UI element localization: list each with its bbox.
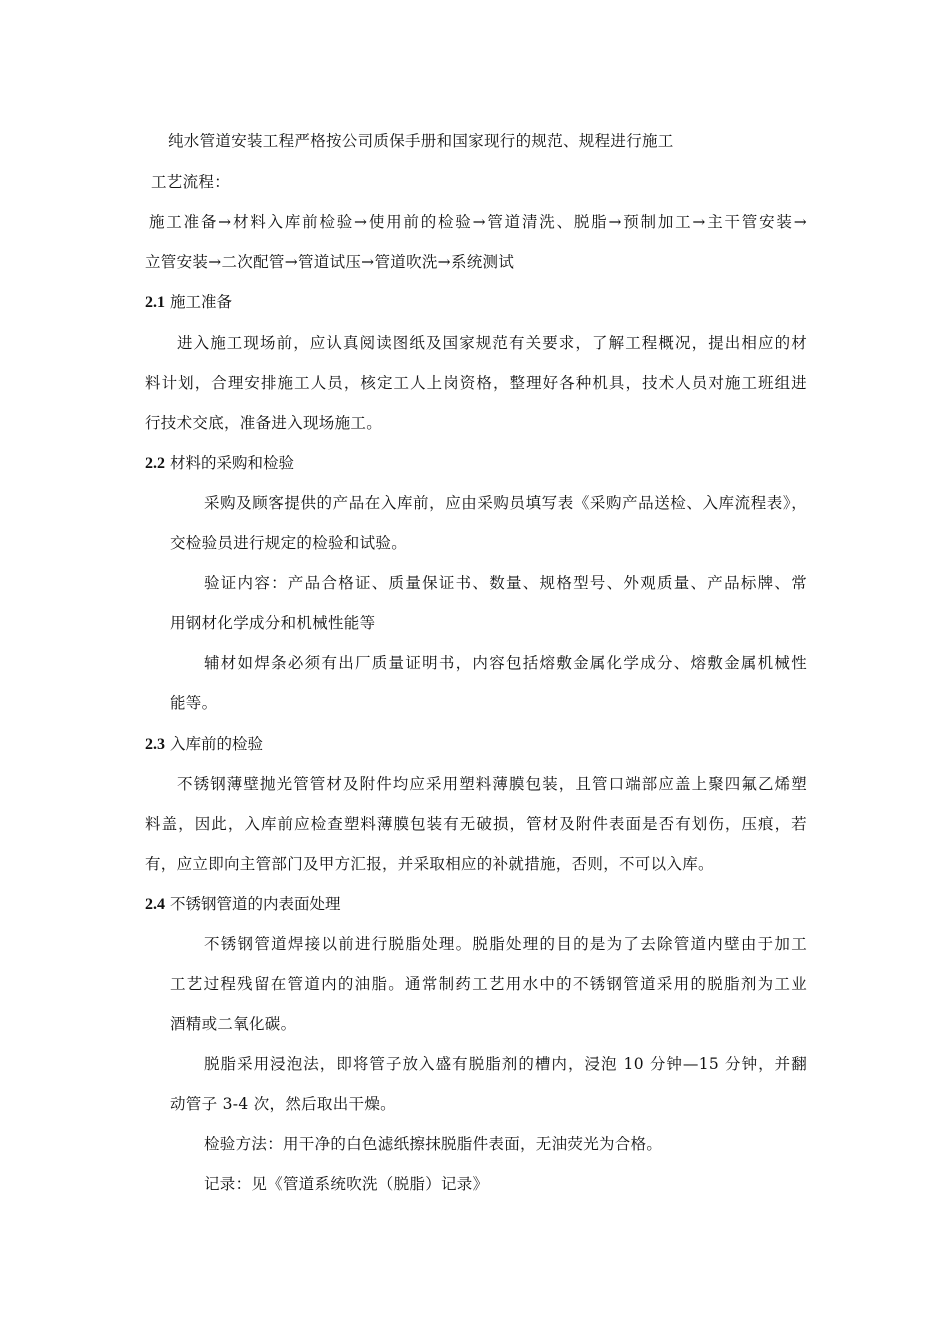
intro-statement: 纯水管道安装工程严格按公司质保手册和国家现行的规范、规程进行施工 xyxy=(168,132,674,150)
section-heading-2-1 xyxy=(145,292,232,313)
paragraph-line: 交检验员进行规定的检验和试验。 xyxy=(170,534,408,552)
section-title: 入库前的检验 xyxy=(169,735,263,753)
process-title: 工艺流程： xyxy=(151,173,231,191)
paragraph-line: 动管子 3-4 次，然后取出干燥。 xyxy=(170,1095,396,1113)
process-flow-line-1: 施工准备→材料入库前检验→使用前的检验→管道清洗、脱脂→预制加工→主干管安装→ xyxy=(149,213,807,231)
paragraph-line: 检验方法：用干净的白色滤纸擦抹脱脂件表面，无油荧光为合格。 xyxy=(204,1135,663,1153)
paragraph-line: 料盖，因此，入库前应检查塑料薄膜包装有无破损，管材及附件表面是否有划伤，压痕，若 xyxy=(145,815,807,833)
paragraph-line: 料计划，合理安排施工人员，核定工人上岗资格，整理好各种机具，技术人员对施工班组进 xyxy=(145,374,807,392)
paragraph-line: 采购及顾客提供的产品在入库前，应由采购员填写表《采购产品送检、入库流程表》， xyxy=(204,494,807,512)
section-number: 2.2 xyxy=(145,455,165,472)
process-flow-line-2: 立管安装→二次配管→管道试压→管道吹洗→系统测试 xyxy=(145,253,515,271)
paragraph-line: 辅材如焊条必须有出厂质量证明书，内容包括熔敷金属化学成分、熔敷金属机械性 xyxy=(204,654,807,672)
paragraph-line: 工艺过程残留在管道内的油脂。通常制药工艺用水中的不锈钢管道采用的脱脂剂为工业 xyxy=(170,975,807,993)
paragraph-line: 能等。 xyxy=(170,694,218,712)
section-title: 施工准备 xyxy=(169,293,232,311)
paragraph-line: 脱脂采用浸泡法，即将管子放入盛有脱脂剂的槽内，浸泡 10 分钟—15 分钟，并翻 xyxy=(204,1055,807,1073)
section-heading-2-3 xyxy=(145,734,263,755)
section-number: 2.1 xyxy=(145,294,165,311)
section-title: 材料的采购和检验 xyxy=(169,454,294,472)
paragraph-line: 有，应立即向主管部门及甲方汇报，并采取相应的补就措施，否则，不可以入库。 xyxy=(145,855,714,873)
section-title: 不锈钢管道的内表面处理 xyxy=(169,895,341,913)
paragraph-line: 不锈钢管道焊接以前进行脱脂处理。脱脂处理的目的是为了去除管道内壁由于加工 xyxy=(204,935,807,953)
paragraph-line: 行技术交底，准备进入现场施工。 xyxy=(145,414,383,432)
section-number: 2.3 xyxy=(145,736,165,753)
paragraph-line: 不锈钢薄壁抛光管管材及附件均应采用塑料薄膜包装，且管口端部应盖上聚四氟乙烯塑 xyxy=(177,775,807,793)
paragraph-line: 验证内容：产品合格证、质量保证书、数量、规格型号、外观质量、产品标牌、常 xyxy=(204,574,807,592)
section-heading-2-2 xyxy=(145,453,294,474)
paragraph-line: 记录：见《管道系统吹洗（脱脂）记录》 xyxy=(204,1175,489,1193)
paragraph-line: 用钢材化学成分和机械性能等 xyxy=(170,614,376,632)
section-heading-2-4 xyxy=(145,894,340,915)
section-number: 2.4 xyxy=(145,896,165,913)
paragraph-line: 进入施工现场前，应认真阅读图纸及国家规范有关要求，了解工程概况，提出相应的材 xyxy=(177,334,807,352)
paragraph-line: 酒精或二氧化碳。 xyxy=(170,1015,297,1033)
